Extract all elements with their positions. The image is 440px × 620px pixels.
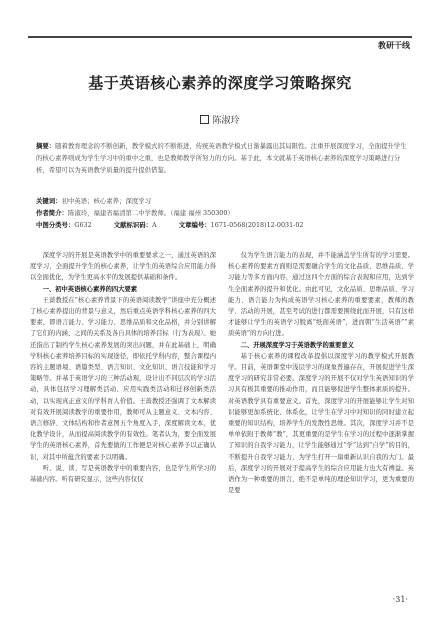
abstract-text: 随着教育理念的不断创新，教学模式的不断推进，传统英语教学模式日渐暴露出其局限性。注重开展深度学习，全面提升学生的核心素养则成为学生学习中的重中之重，也是教师教学所努力的方向。基于此，本文就基于英语核心素养的深度学习策略进行分析，希望可以为英语教学质量的提升提供借鉴。: [36, 142, 407, 174]
article-title: 基于英语核心素养的深度学习策略探究: [88, 74, 352, 92]
doc-code-value: A: [152, 221, 157, 229]
author-info-label: 作者简介：: [36, 209, 68, 217]
page-number: ·31·: [392, 595, 408, 604]
body-paragraph: 基于核心素养的课程改革提倡以深度学习的教学模式开展教学。目前，英语课堂中浅层学习的现象普遍存在，开展促进学生深度学习的研究非常必要。深度学习的开展不仅对学生英语知识的学习具有极其重要的推动作用，而且能够促进学生整体素质的提升。对英语教学具有重要意义。首先，深度学习的开展能够让学生对知识能够更加系统化、体系化，让学生在学习中对知识的同时建立起重要的知识结构，培养学生的发散性思维。其次，深度学习并不是单单依附于教师“教”，其更重要的是学生在学习的过程中逐渐掌握了知识的自我学习能力，让学生能够通过“学”达到“自学”的目的，不断提升自我学习能力，为学生打开一扇重新认识自我的大门。最后，深度学习的开展对于提高学生的综合应用能力也大有裨益。英语作为一种重要的语言，绝不是单纯的理论知识学习，更为重要的是要: [228, 352, 414, 495]
section-heading: 二、开展深度学习于英语教学的重要意义: [240, 341, 354, 349]
article-no-label: 文章编号：: [178, 221, 211, 229]
class-no-value: G632: [74, 221, 92, 229]
article-no-value: 1671-0568(2018)12-0031-02: [210, 221, 304, 229]
abstract-label: 摘要：: [36, 142, 56, 150]
class-no-label: 中图分类号：: [36, 221, 75, 229]
body-paragraph: 王蔷教授在“核心素养背景下的英语阅读教学”讲座中充分概述了核心素养提出的背景与意义，然后重点英语学科核心素养的四大要素，即语言能力、学习能力、思维品质和文化品格，并分别讲解了它们的内涵、之间的关系及各自具体的培养目标（行为表现）。她还指出了制约学生核心素养发展的突出问题，并在此基础上，明确学科核心素养培养目标的实现途径，即依托学科内容，整合课程内容的主题语境、语篇类型、语言知识、文化知识、语言技能和学习策略等。并基于英语学习的三种活动观，设计出不同层次的学习活动，具体包括学习理解类活动、应用实践类活动和迁移创新类活动，以实现真正意义的学科育人价值。王蔷教授还强调了文本解读对有效开展阅读教学的重要作用，教师可从主题意义、文本内容、语言修辞、文体结构和作者意图五个角度入手，深度解读文本，优化教学设计，从而提高阅读教学的有效性。笔者认为，要全面发展学生的英语核心素养，首先要做的工作便是对核心素养予以正确认识，对其中所蕴含的要素予以明确。: [30, 296, 216, 461]
body-paragraph: 听、说、读、写是英语教学中的重要内容，也是学生所学习的基础内容。听有研究显示，这些内容仅仅: [30, 464, 216, 484]
doc-code: [114, 221, 167, 229]
article-author: [0, 113, 440, 126]
classification-info: [36, 219, 411, 231]
keywords-label: 关键词：: [36, 197, 62, 205]
author-box-icon: [200, 115, 209, 124]
class-no: [36, 221, 102, 229]
section-heading: 一、初中英语核心素养的四大要素: [42, 285, 138, 293]
author-info-text: 陈淑玲，福建省福清第二中学教师。（福建 福州 350300）: [67, 209, 234, 217]
author-name: 陈淑玲: [212, 116, 240, 126]
body-left-column: [30, 250, 216, 485]
abstract: [36, 140, 411, 176]
header-rule: [28, 36, 412, 38]
doc-code-label: 文献标识码：: [113, 221, 153, 229]
keywords: [36, 195, 411, 207]
keywords-text: 初中英语；核心素养；深度学习: [61, 197, 152, 205]
article-no: [179, 221, 314, 229]
author-info: [36, 207, 411, 219]
body-paragraph: 深度学习的开展是英语教学中的重要要求之一，通过英语的深度学习，全面提升学生的核心素养，让学生的英语综合应用能力得以全面优化，为学生更高水平的发展提供基础和条件。: [30, 252, 216, 282]
body-right-column: [228, 250, 414, 496]
section-tag: 教研干线: [378, 41, 410, 50]
body-paragraph: 仅为学生语言能力的表现，并不能涵盖学生所有的学习需要。核心素养的要素方面则是需要融合学生的文化品质、思维品质、学习能力等多方面内容，通过这四个方面的综合表现和应用，达到学生全面素养的提升和优化。由此可见，文化品质、思维品质、学习能力、语言能力为构成英语学习核心素养的重要要素，教师的教学、活动的开展，甚至考试的进行都需要围绕此而开展，只有这样才能够让学生的英语学习脱离“纸面英语”，进而朝“生活英语”“素质英语”的方向行进。: [228, 252, 414, 338]
